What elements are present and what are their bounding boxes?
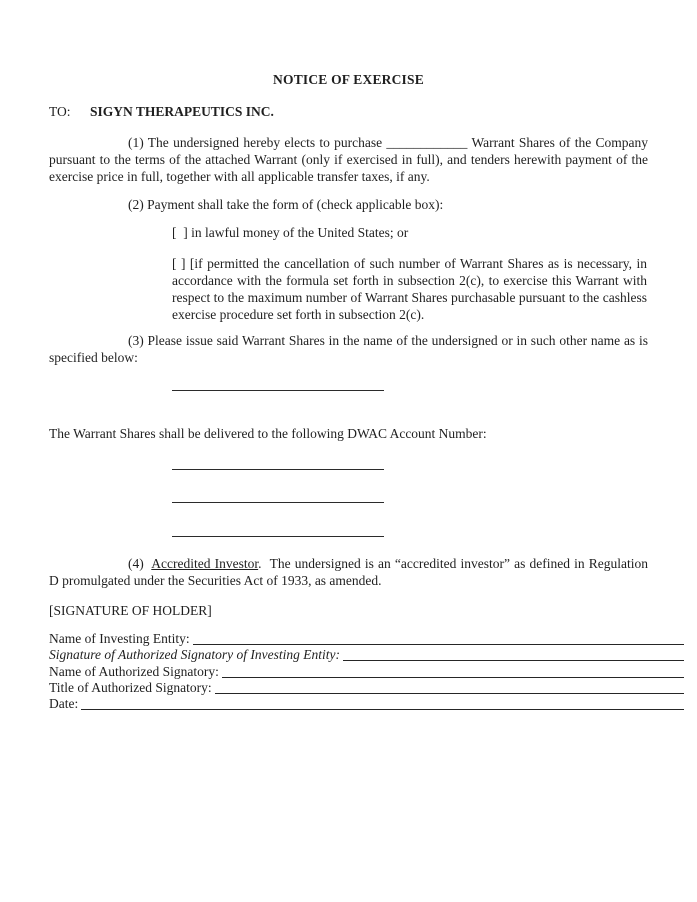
- blank-line-other-name: [172, 368, 384, 391]
- document-title: NOTICE OF EXERCISE: [273, 72, 424, 87]
- paragraph-3-issue-shares: (3) Please issue said Warrant Shares in the name of the undersigned or in such other name as is specified below:: [49, 333, 652, 365]
- dwac-account-paragraph: The Warrant Shares shall be delivered to the following DWAC Account Number:: [49, 426, 487, 441]
- signature-row-investing-entity: [49, 631, 684, 647]
- paragraph-4-accredited-investor: [49, 555, 652, 589]
- signature-row-date: [49, 696, 684, 712]
- blank-line-dwac-3: [172, 515, 384, 537]
- authorized-signatory-title-fill-line: [215, 680, 684, 694]
- investing-entity-label: Name of Investing Entity:: [49, 631, 190, 646]
- blank-line-dwac-1: [172, 448, 384, 470]
- paragraph-1-elects-to-purchase: (1) The undersigned hereby elects to purchase ____________ Warrant Shares of the Company pursuant to the terms of the attached Warrant (only if exercised in full), and tenders herewith payment of the exercise price in full, together with all applicable transfer taxes, if any.: [49, 135, 652, 184]
- addressee-row: [49, 103, 648, 120]
- checkbox-option-cashless-exercise: [ ] [if permitted the cancellation of such number of Warrant Shares as is necessary, in accordance with the formula set forth in subsection 2(c), to exercise this Warrant with respect to the maximum number of Warrant Shares purchasable pursuant to the cashless exercise procedure set forth in subsection 2(c).: [172, 256, 651, 322]
- date-label: Date:: [49, 696, 79, 712]
- paragraph-4-body: . The undersigned is an “accredited investor” as defined in Regulation D promulgated under the Securities Act of 1933, as amended.: [49, 556, 652, 588]
- authorized-signatory-name-label: Name of Authorized Signatory:: [49, 663, 219, 679]
- signature-row-authorized-signatory-name: [49, 664, 684, 680]
- checkbox-option-lawful-money: [ ] in lawful money of the United States; or: [172, 225, 409, 240]
- accredited-investor-underlined-text: Accredited Investor: [151, 556, 259, 571]
- authorized-signatory-name-fill-line: [222, 664, 684, 678]
- signature-row-authorized-signatory-title: [49, 680, 684, 696]
- signature-row-authorized-signatory-signature: [49, 647, 684, 663]
- signature-block: [49, 631, 684, 712]
- to-label: TO:: [49, 104, 71, 119]
- authorized-signatory-signature-label: Signature of Authorized Signatory of Investing Entity:: [49, 647, 340, 663]
- paragraph-2-payment-form: (2) Payment shall take the form of (check applicable box):: [128, 197, 444, 212]
- blank-line-dwac-2: [172, 481, 384, 503]
- paragraph-4-number: (4): [128, 556, 152, 571]
- company-name: SIGYN THERAPEUTICS INC.: [90, 104, 274, 119]
- investing-entity-fill-line: [193, 631, 684, 645]
- signature-of-holder-placeholder: [SIGNATURE OF HOLDER]: [49, 603, 212, 618]
- authorized-signatory-signature-fill-line: [343, 647, 684, 661]
- date-fill-line: [81, 696, 684, 710]
- authorized-signatory-title-label: Title of Authorized Signatory:: [49, 679, 212, 695]
